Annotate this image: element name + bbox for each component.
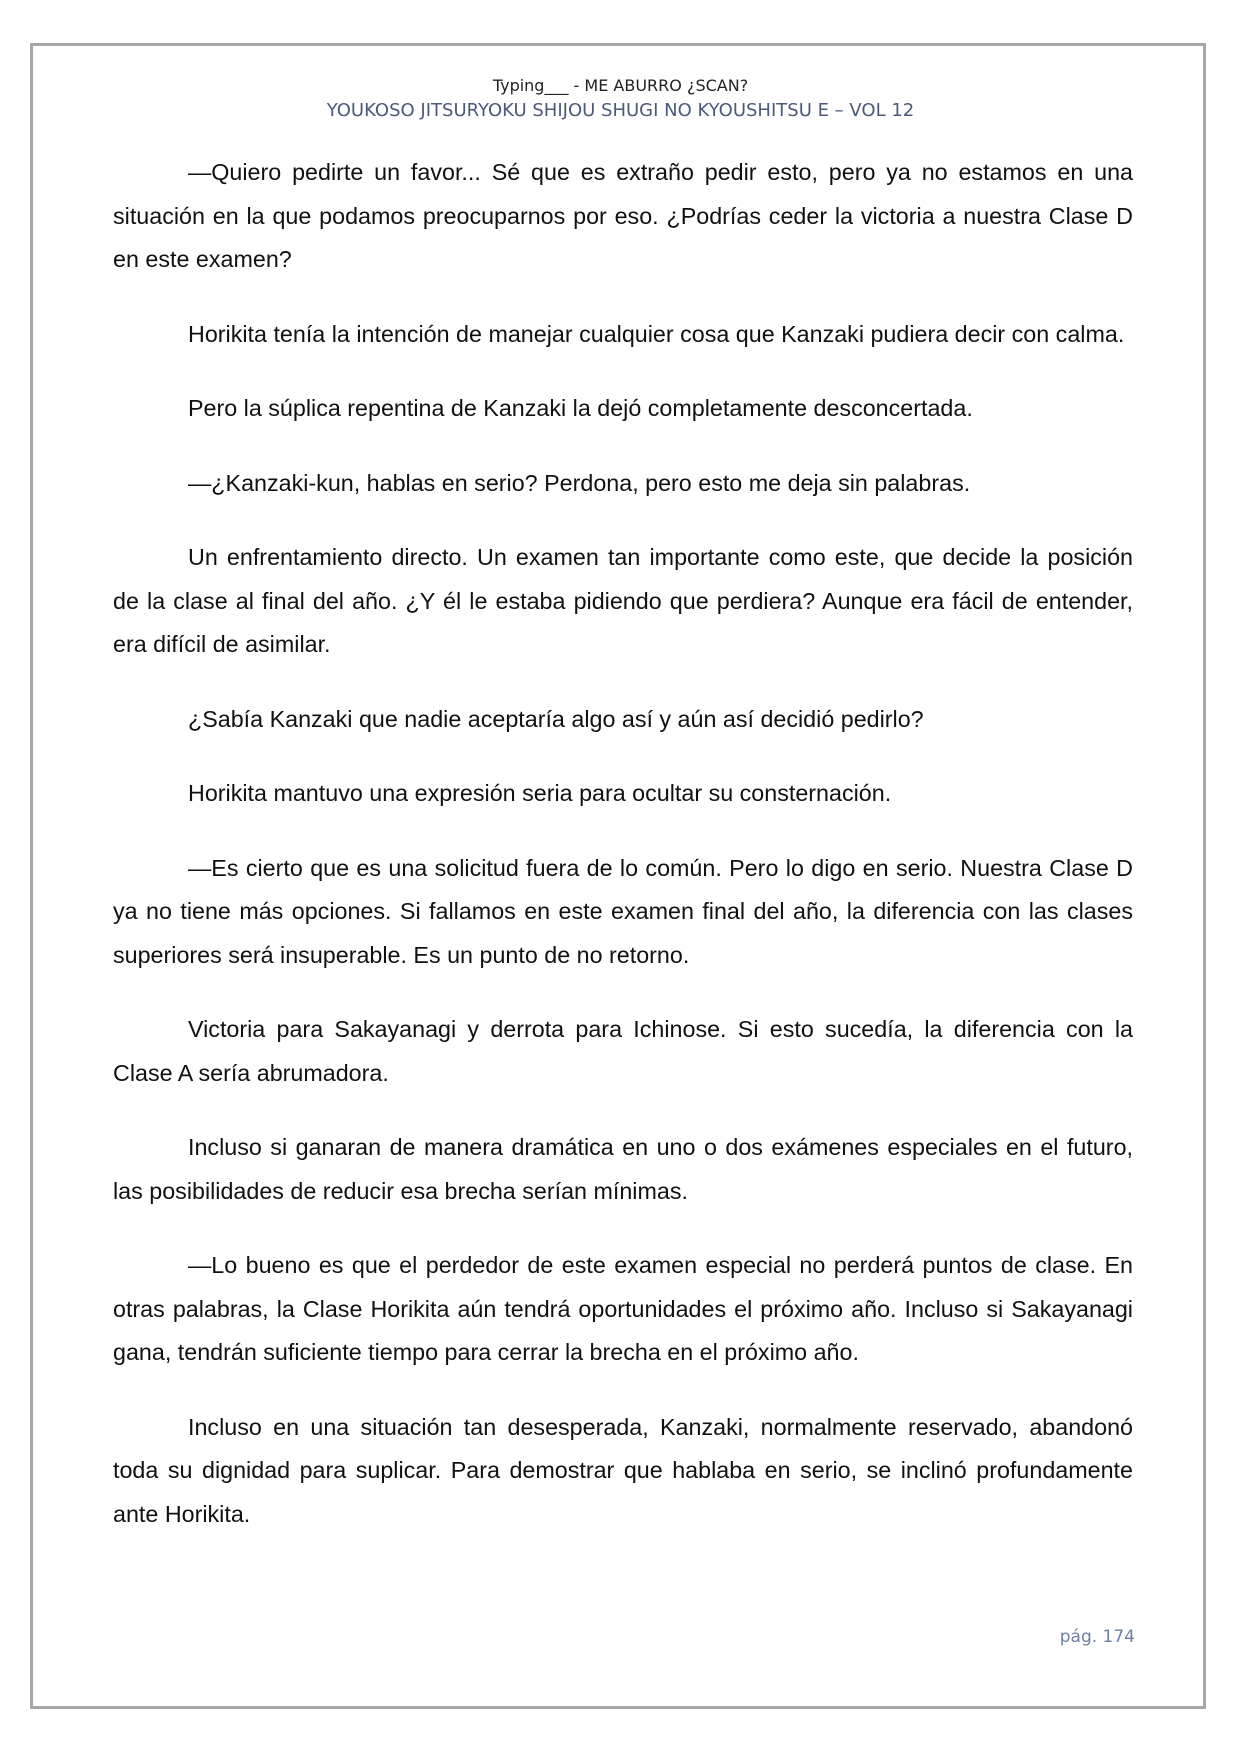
page-header bbox=[0, 74, 1241, 124]
paragraph: Incluso en una situación tan desesperada, Kanzaki, normalmente reservado, abandonó toda su dignidad para suplicar. Para demostrar que hablaba en serio, se inclinó profundamente ante Horikita. bbox=[113, 1413, 1133, 1527]
paragraph: —Es cierto que es una solicitud fuera de lo común. Pero lo digo en serio. Nuestra Clase D ya no tiene más opciones. Si fallamos en este examen final del año, la diferencia con las clases superiores será insuperable. Es un punto de no retorno. bbox=[113, 854, 1133, 968]
page-number: pág. 174 bbox=[1059, 1627, 1135, 1647]
paragraph: Pero la súplica repentina de Kanzaki la dejó completamente desconcertada. bbox=[188, 395, 973, 421]
body-text bbox=[113, 151, 1133, 1567]
paragraph: Horikita tenía la intención de manejar cualquier cosa que Kanzaki pudiera decir con calma. bbox=[188, 320, 1125, 347]
header-book-title: YOUKOSO JITSURYOKU SHIJOU SHUGI NO KYOUSHITSU E – VOL 12 bbox=[326, 100, 915, 121]
paragraph: —¿Kanzaki-kun, hablas en serio? Perdona, pero esto me deja sin palabras. bbox=[188, 469, 971, 496]
paragraph: Incluso si ganaran de manera dramática en uno o dos exámenes especiales en el futuro, las posibilidades de reducir esa brecha serían mínimas. bbox=[113, 1134, 1133, 1204]
header-scanlation-credit: Typing___ - ME ABURRO ¿SCAN? bbox=[492, 76, 749, 95]
paragraph: ¿Sabía Kanzaki que nadie aceptaría algo así y aún así decidió pedirlo? bbox=[188, 705, 924, 732]
paragraph: —Quiero pedirte un favor... Sé que es extraño pedir esto, pero ya no estamos en una situación en la que podamos preocuparnos por eso. ¿Podrías ceder la victoria a nuestra Clase D en este examen? bbox=[113, 159, 1133, 272]
paragraph: —Lo bueno es que el perdedor de este examen especial no perderá puntos de clase. En otras palabras, la Clase Horikita aún tendrá oportunidades el próximo año. Incluso si Sakayanagi gana, tendrán suficiente tiempo para cerrar la brecha en el próximo año. bbox=[113, 1252, 1133, 1365]
paragraph: Horikita mantuvo una expresión seria para ocultar su consternación. bbox=[188, 780, 892, 806]
paragraph: Un enfrentamiento directo. Un examen tan importante como este, que decide la posición de la clase al final del año. ¿Y él le estaba pidiendo que perdiera? Aunque era fácil de entender, era difícil de asimilar. bbox=[113, 544, 1133, 657]
paragraph: Victoria para Sakayanagi y derrota para Ichinose. Si esto sucedía, la diferencia con la Clase A sería abrumadora. bbox=[113, 1016, 1133, 1086]
